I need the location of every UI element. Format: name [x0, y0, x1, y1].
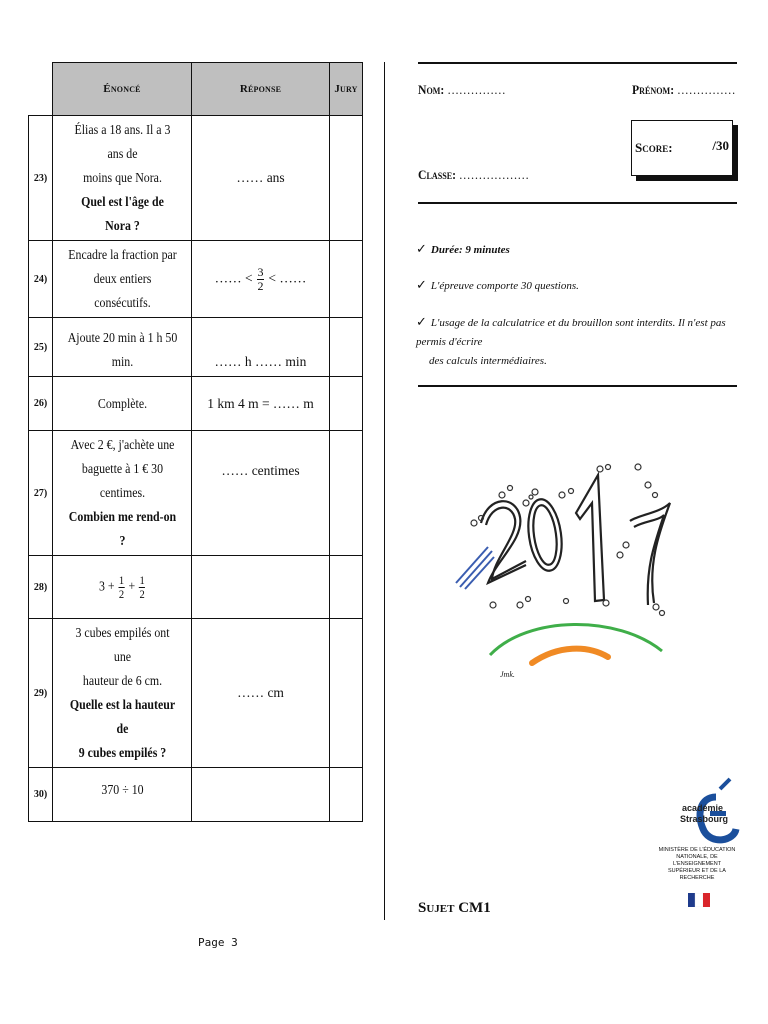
question-text: 3 + $\frac{1}{2}$ + $\frac{1}{2}$ — [61, 556, 183, 619]
question-number: 29) — [29, 619, 53, 768]
answer-cell[interactable]: …… cm — [192, 619, 330, 768]
question-text: Ajoute 20 min à 1 h 50 min. — [61, 318, 183, 377]
table-row — [29, 768, 363, 822]
page-divider — [384, 62, 385, 920]
classe-field[interactable]: Classe: ……………… — [418, 167, 530, 182]
academie-logo-icon — [660, 775, 740, 845]
fraction: $\frac{1}{2}$ — [138, 572, 145, 601]
question-number: 27) — [29, 431, 53, 556]
question-text: Avec 2 €, j'achète une baguette à 1 € 30 centimes. Combien me rend-on ? — [61, 431, 183, 556]
jury-cell[interactable] — [330, 241, 363, 318]
year-2017-illustration — [448, 455, 698, 695]
divider-line — [418, 385, 737, 387]
answer-cell[interactable]: 1 km 4 m = …… m — [192, 377, 330, 431]
table-row — [29, 241, 363, 318]
page-number: Page 3 — [198, 936, 238, 949]
nom-field[interactable]: Nom: …………… — [418, 82, 506, 97]
svg-text:Strasbourg: Strasbourg — [680, 814, 729, 824]
divider-line — [418, 202, 737, 204]
header-jury: Jury — [330, 63, 363, 116]
jury-cell[interactable] — [330, 318, 363, 377]
bubbles — [471, 464, 665, 616]
question-number: 28) — [29, 556, 53, 619]
answer-cell[interactable]: …… ans — [192, 116, 330, 241]
answer-cell[interactable] — [192, 768, 330, 822]
answer-cell[interactable]: …… centimes — [192, 431, 330, 556]
score-box[interactable] — [631, 120, 733, 176]
digit-7 — [630, 503, 670, 605]
orange-arc — [532, 649, 608, 663]
table-row — [29, 556, 363, 619]
jury-cell[interactable] — [330, 619, 363, 768]
question-number: 26) — [29, 377, 53, 431]
question-number: 23) — [29, 116, 53, 241]
prenom-field[interactable]: Prénom: …………… — [632, 82, 736, 97]
check-icon: ✓ — [416, 277, 427, 292]
digit-1 — [576, 475, 604, 601]
jury-cell[interactable] — [330, 768, 363, 822]
table-row — [29, 116, 363, 241]
jury-cell[interactable] — [330, 377, 363, 431]
instruction-usage: ✓ L'usage de la calculatrice et du brouillon sont interdits. Il n'est pas permis d'écrire des calculs intermédiaires. — [416, 314, 726, 367]
table-row — [29, 619, 363, 768]
sujet-label: Sujet CM1 — [418, 900, 491, 916]
drawing-signature: Jmk. — [500, 670, 515, 679]
answer-cell[interactable]: …… < $\frac{3}{2}$ < …… — [192, 241, 330, 318]
score-value: /30 — [712, 138, 729, 153]
divider-line — [418, 62, 737, 64]
questions-table — [28, 62, 363, 822]
question-text: Complète. — [61, 377, 183, 431]
question-number: 25) — [29, 318, 53, 377]
jury-cell[interactable] — [330, 431, 363, 556]
header-enonce: Énoncé — [53, 63, 192, 116]
digit-0 — [524, 497, 566, 573]
svg-text:académie: académie — [682, 803, 724, 813]
header-reponse: Réponse — [192, 63, 330, 116]
fraction: $\frac{3}{2}$ — [257, 264, 264, 293]
answer-cell[interactable] — [192, 556, 330, 619]
question-text: Encadre la fraction par deux entiers consécutifs. — [61, 241, 183, 318]
question-text: Élias a 18 ans. Il a 3 ans de moins que Nora. Quel est l'âge de Nora ? — [61, 116, 183, 241]
academie-strasbourg-logo — [658, 775, 740, 881]
table-row — [29, 431, 363, 556]
check-icon: ✓ — [416, 314, 427, 329]
table-corner — [29, 63, 53, 116]
answer-cell[interactable]: …… h …… min — [192, 318, 330, 377]
table-row — [29, 377, 363, 431]
table-row — [29, 318, 363, 377]
flag-caption — [668, 909, 728, 913]
question-text: 370 ÷ 10 — [61, 768, 183, 822]
question-text: 3 cubes empilés ont une hauteur de 6 cm. Quelle est la hauteur de 9 cubes empilés ? — [61, 619, 183, 768]
jury-cell[interactable] — [330, 556, 363, 619]
fraction: $\frac{1}{2}$ — [118, 572, 124, 601]
jury-cell[interactable] — [330, 116, 363, 241]
check-icon: ✓ — [416, 241, 427, 256]
score-label: Score: — [635, 140, 673, 155]
question-number: 24) — [29, 241, 53, 318]
instruction-questions: ✓ L'épreuve comporte 30 questions. — [416, 277, 579, 292]
digit-2 — [481, 501, 526, 583]
instruction-duree: ✓ Durée: 9 minutes — [416, 241, 510, 256]
ministere-text: MINISTÈRE DE L'ÉDUCATION NATIONALE, DE L'ENSEIGNEMENT SUPÉRIEUR ET DE LA RECHERCHE — [658, 847, 736, 881]
french-flag-icon — [688, 893, 710, 907]
question-number: 30) — [29, 768, 53, 822]
